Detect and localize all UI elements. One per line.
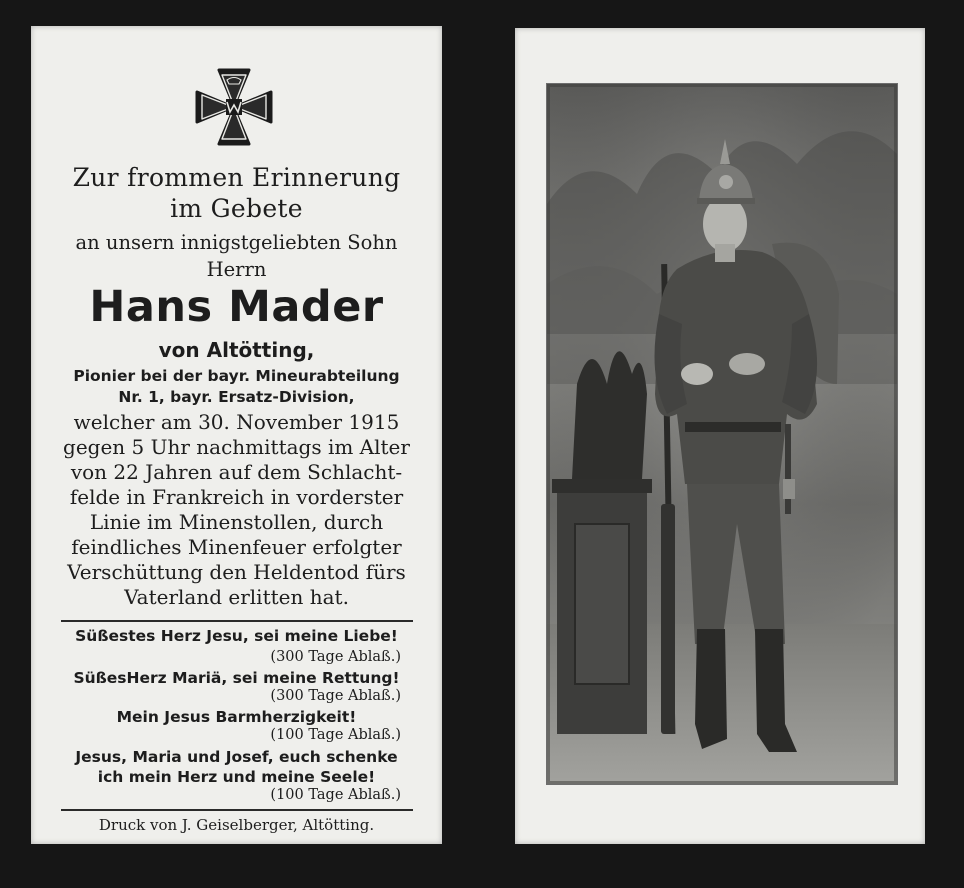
deceased-name: Hans Mader bbox=[89, 282, 384, 332]
indulgence-note: (300 Tage Ablaß.) bbox=[270, 649, 401, 665]
body-line: welcher am 30. November 1915 bbox=[73, 410, 400, 434]
indulgence-note: (100 Tage Ablaß.) bbox=[270, 787, 401, 803]
intro-line-3: an unsern innigstgeliebten Sohn bbox=[75, 231, 398, 254]
soldier-portrait-illustration bbox=[547, 84, 897, 784]
printer-credit: Druck von J. Geiselberger, Altötting. bbox=[98, 816, 375, 834]
memorial-card-photo-side bbox=[515, 28, 925, 844]
origin-line: von Altötting, bbox=[158, 338, 315, 362]
body-line: Vaterland erlitten hat. bbox=[124, 585, 349, 609]
prayer-line: Süßestes Herz Jesu, sei meine Liebe! bbox=[75, 627, 398, 645]
intro-line-2: im Gebete bbox=[170, 194, 303, 223]
intro-line-4: Herrn bbox=[206, 258, 267, 281]
indulgence-note: (300 Tage Ablaß.) bbox=[270, 688, 401, 704]
divider bbox=[61, 620, 413, 622]
body-line: feindliches Minenfeuer erfolgter bbox=[71, 535, 402, 559]
prayer-line: Jesus, Maria und Josef, euch schenke bbox=[75, 748, 398, 766]
body-line: felde in Frankreich in vorderster bbox=[69, 485, 404, 509]
body-line: Verschüttung den Heldentod fürs bbox=[67, 560, 406, 584]
prayer-line: Mein Jesus Barmherzigkeit! bbox=[116, 708, 357, 726]
intro-line-1: Zur frommen Erinnerung bbox=[72, 163, 401, 192]
rank-line-2: Nr. 1, bayr. Ersatz-Division, bbox=[118, 388, 355, 406]
divider bbox=[61, 809, 413, 811]
memorial-card-text-side bbox=[31, 26, 442, 844]
soldier-portrait-photo bbox=[546, 83, 898, 785]
iron-cross-icon bbox=[193, 66, 275, 148]
prayer-line: SüßesHerz Mariä, sei meine Rettung! bbox=[73, 669, 400, 687]
prayer-line: ich mein Herz und meine Seele! bbox=[97, 768, 376, 786]
body-line: von 22 Jahren auf dem Schlacht- bbox=[70, 460, 403, 484]
indulgence-note: (100 Tage Ablaß.) bbox=[270, 727, 401, 743]
body-line: Linie im Minenstollen, durch bbox=[89, 510, 384, 534]
body-line: gegen 5 Uhr nachmittags im Alter bbox=[63, 435, 410, 459]
rank-line-1: Pionier bei der bayr. Mineurabteilung bbox=[73, 367, 400, 385]
